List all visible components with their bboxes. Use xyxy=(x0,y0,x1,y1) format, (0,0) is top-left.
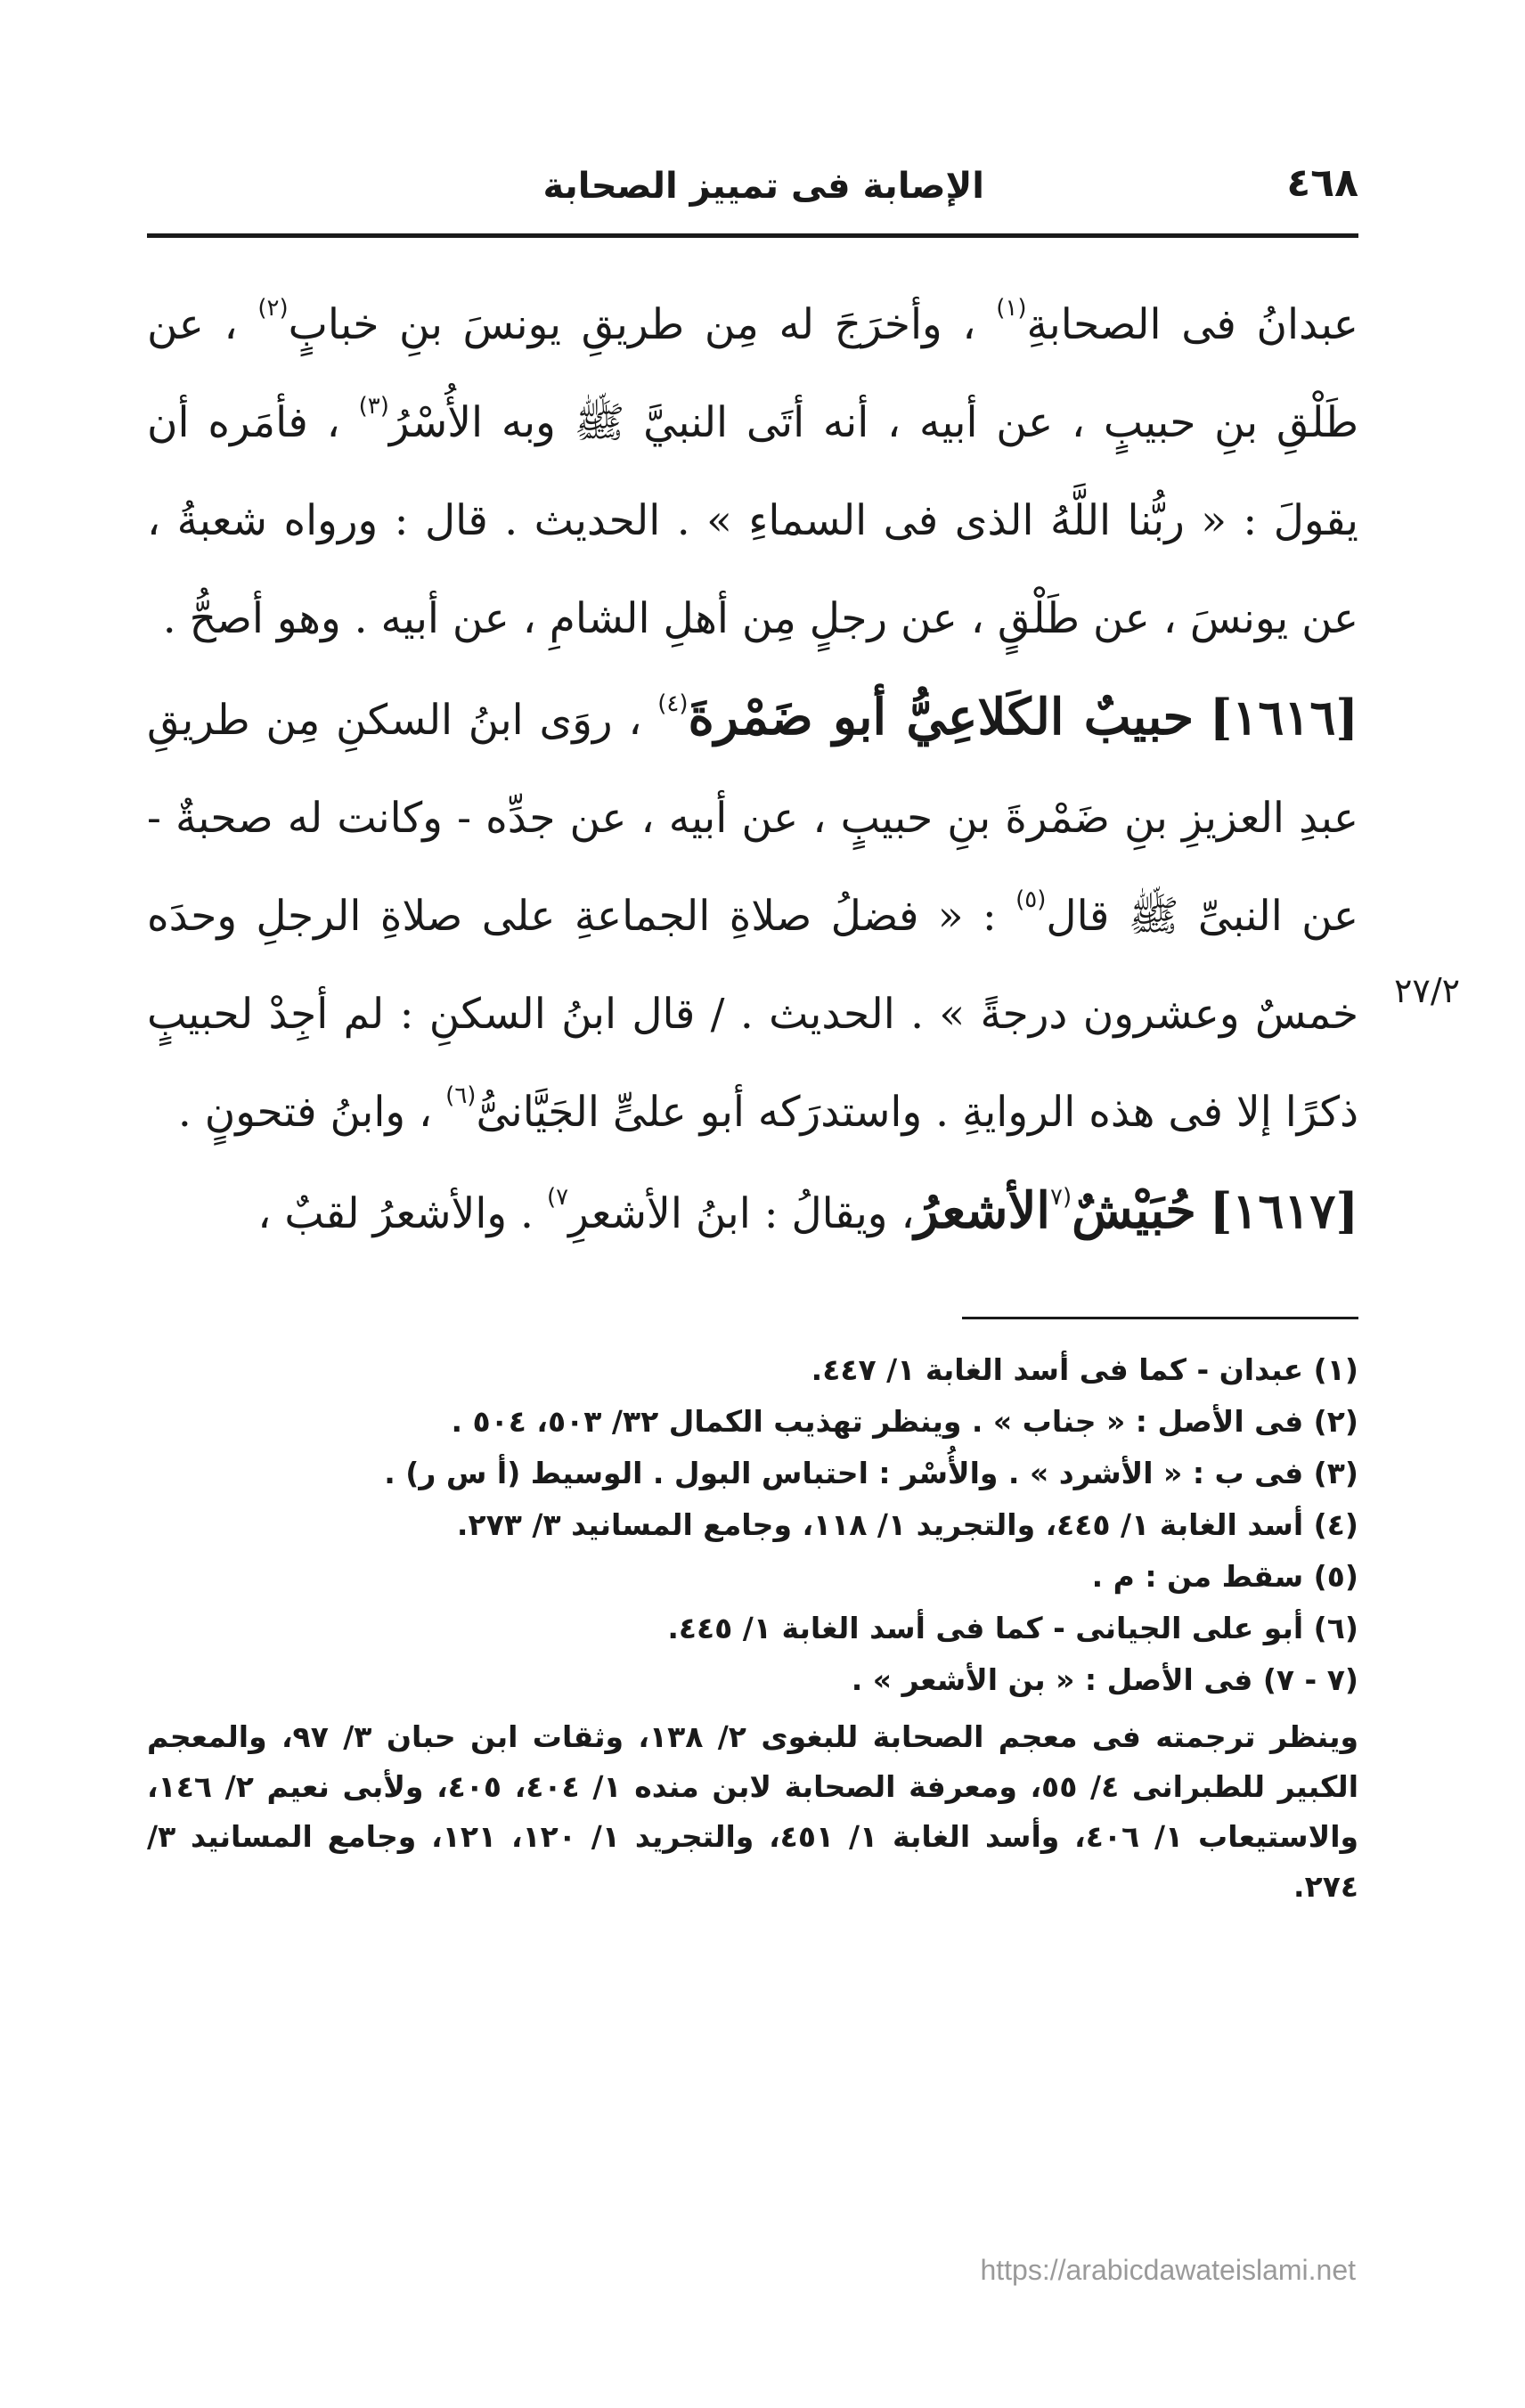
watermark-url: https://arabicdawateislami.net xyxy=(980,2254,1356,2286)
page-number: ٤٦٨ xyxy=(1286,160,1358,206)
paragraph-1 xyxy=(147,276,1358,668)
main-text xyxy=(147,276,1358,1263)
entry-number: [١٦١٦] xyxy=(1209,689,1358,746)
footnote-4: (٤) أسد الغابة ١/ ٤٤٥، والتجريد ١/ ١١٨، وجامع المسانيد ٣/ ٢٧٣. xyxy=(456,1507,1358,1542)
entry-name: حبيبٌ الكَلاعِيُّ أبو ضَمْرةَ xyxy=(688,688,1195,747)
footnote-ref-4: (٤) xyxy=(657,690,689,717)
footnote-7: (٧ - ٧) فى الأصل : « بن الأشعر » . xyxy=(851,1662,1358,1697)
entry-number: [١٦١٧] xyxy=(1209,1182,1358,1239)
footnote-5: (٥) سقط من : م . xyxy=(1091,1559,1358,1594)
text-segment: ، ويقالُ : ابنُ الأشعرِ xyxy=(568,1189,915,1238)
footnote-7-continuation: وينظر ترجمته فى معجم الصحابة للبغوى ٢/ ١٣٨، وثقات ابن حبان ٣/ ٩٧، والمعجم الكبير للطبرانى ٤/ ٥٥، ومعرفة الصحابة لابن منده ١/ ٤٠٤، ٤٠٥، ولأبى نعيم ٢/ ١٤٦، والاستيعاب ١/ ٤٠٦، وأسد الغابة ١/ ٤٥١، والتجريد ١/ ١٢٠، ١٢١، وجامع المسانيد ٣/ ٢٧٤. xyxy=(147,1719,1359,1904)
header-rule xyxy=(147,233,1358,238)
footnote-ref-3: (٣) xyxy=(358,393,389,420)
footnote-ref-7-open: (٧ xyxy=(1049,1184,1072,1211)
entry-1617 xyxy=(147,1162,1358,1263)
footnote-ref-1: (١) xyxy=(996,295,1027,322)
footnotes xyxy=(147,1345,1358,1912)
footnote-2: (٢) فى الأصل : « جناب » . وينظر تهذيب الكمال ٣٢/ ٥٠٣، ٥٠٤ . xyxy=(451,1404,1358,1439)
footnote-1: (١) عبدان - كما فى أسد الغابة ١/ ٤٤٧. xyxy=(811,1352,1358,1387)
footnote-3: (٣) فى ب : « الأشرد » . والأُسْر : احتباس البول . الوسيط (أ س ر) . xyxy=(384,1456,1358,1490)
running-title: الإصابة فى تمييز الصحابة xyxy=(542,166,984,207)
margin-volume-page-ref: ٢٧/٢ xyxy=(1394,971,1461,1010)
text-segment: ، وأخرَجَ له مِن طريقِ يونسَ بنِ خبابٍ xyxy=(288,300,976,349)
entry-1616 xyxy=(147,668,1358,1162)
text-segment: : « فضلُ صلاةِ الجماعةِ على صلاةِ الرجلِ وحدَه خمسٌ وعشرون درجةً » . الحديث . / قال ابنُ السكنِ : لم أجِدْ لحبيبٍ ذكرًا إلا فى هذه الروايةِ . واستدرَكه أبو علىٍّ الجَيَّانىُّ xyxy=(147,892,1358,1137)
text-segment: عبدانُ فى الصحابةِ xyxy=(1026,300,1358,349)
text-segment: . والأشعرُ لقبٌ ، xyxy=(257,1189,534,1238)
entry-name: حُبَيْشٌ xyxy=(1072,1181,1196,1240)
text-segment: ، عن طَلْقِ بنِ حبيبٍ ، عن أبيه ، أنه أتَى النبيَّ ﷺ وبه الأُسْرُ xyxy=(147,300,1358,447)
footnote-ref-2: (٢) xyxy=(257,295,289,322)
footnote-ref-6: (٦) xyxy=(445,1082,477,1109)
text-segment: ، فأمَره أن يقولَ : « ربُّنا اللَّهُ الذى فى السماءِ » . الحديث . قال : ورواه شعبةُ ، عن يونسَ ، عن طَلْقٍ ، عن رجلٍ مِن أهلِ الشامِ ، عن أبيه . وهو أصحُّ . xyxy=(147,398,1358,643)
entry-name-2: الأشعرُ xyxy=(914,1181,1050,1240)
footnote-6: (٦) أبو على الجيانى - كما فى أسد الغابة ١/ ٤٤٥. xyxy=(667,1611,1358,1645)
footnote-rule xyxy=(962,1317,1358,1319)
footnote-ref-5: (٥) xyxy=(1015,886,1047,913)
footnote-ref-7-close: ٧) xyxy=(546,1184,569,1211)
page-header xyxy=(147,160,1358,223)
text-segment: ، وابنُ فتحونٍ . xyxy=(177,1088,433,1137)
text-segment: ، روَى ابنُ السكنِ مِن طريقِ عبدِ العزيزِ بنِ ضَمْرةَ بنِ حبيبٍ ، عن أبيه ، عن جدِّه - وكانت له صحبةٌ - عن النبىِّ ﷺ قال xyxy=(147,696,1358,941)
